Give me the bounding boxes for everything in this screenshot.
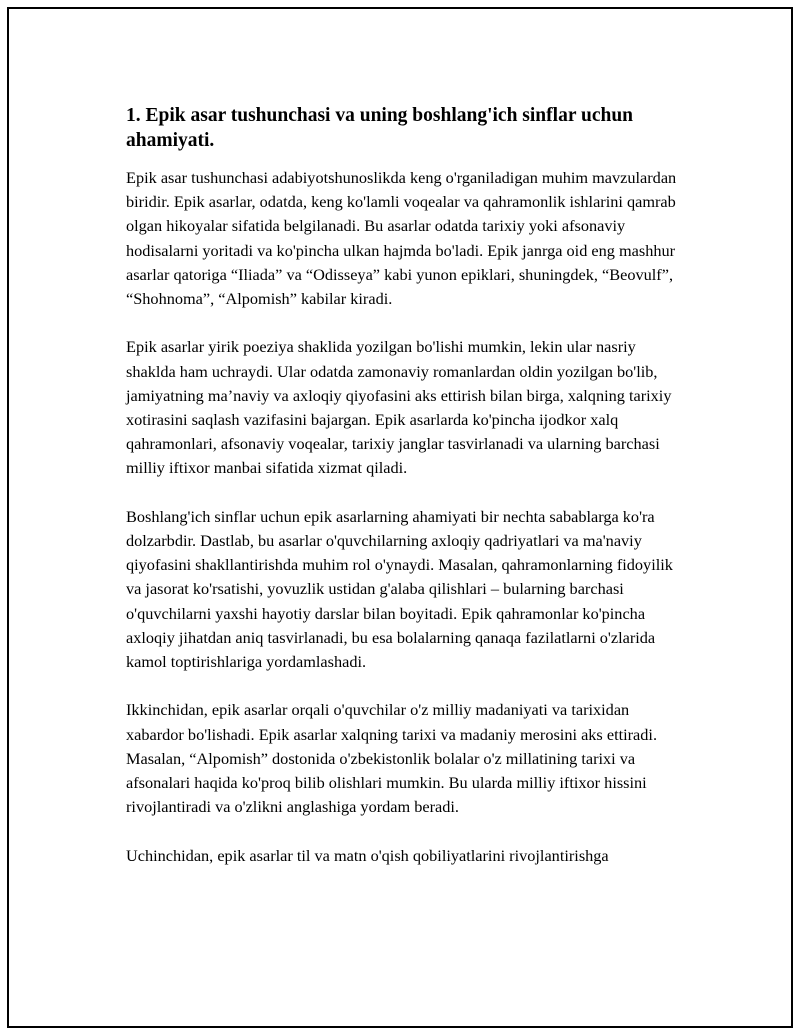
paragraph-national-culture: Ikkinchidan, epik asarlar orqali o'quvchilar o'z milliy madaniyati va tarixidan xabardor bo'lishadi. Epik asarlar xalqning tarixi va madaniy merosini aks ettiradi. Masalan, “Alpomish” dostonida o'zbekistonlik bolalar o'z millatining tarixi va afsonalari haqida ko'proq bilib olishlari mumkin. Bu ularda milliy iftixor hissini rivojlantiradi va o'zlikni anglashiga yordam beradi. (126, 700, 658, 817)
paragraph-language-skills: Uchinchidan, epik asarlar til va matn o'qish qobiliyatlarini rivojlantirishga (126, 845, 609, 865)
document-content (126, 103, 686, 892)
paragraph-primary-school-importance: Boshlang'ich sinflar uchun epik asarlarning ahamiyati bir nechta sabablarga ko'ra dolzarbdir. Dastlab, bu asarlar o'quvchilarning axloqiy qadriyatlari va ma'naviy qiyofasini shakllantirishda muhim rol o'ynaydi. Masalan, qahramonlarning fidoyilik va jasorat ko'rsatishi, yovuzlik ustidan g'alaba qilishlari – bularning barchasi o'quvchilarni yaxshi hayotiy darslar bilan boyitadi. Epik qahramonlar ko'pincha axloqiy jihatdan aniq tasvirlanadi, bu esa bolalarning qanaqa fazilatlarni o'zlarida kamol toptirishlariga yordamlashadi. (126, 506, 673, 672)
paragraph-epic-forms: Epik asarlar yirik poeziya shaklida yozilgan bo'lishi mumkin, lekin ular nasriy shaklda ham uchraydi. Ular odatda zamonaviy romanlardan oldin yozilgan bo'lib, jamiyatning ma’naviy va axloqiy qiyofasini aks ettirish bilan birga, xalqning tarixiy xotirasini saqlash vazifasini bajargan. Epik asarlarda ko'pincha ijodkor xalq qahramonlari, afsonaviy voqealar, tarixiy janglar tasvirlanadi va ularning barchasi milliy iftixor manbai sifatida xizmat qiladi. (126, 337, 672, 478)
document-page (7, 7, 793, 1028)
section-heading: 1. Epik asar tushunchasi va uning boshlang'ich sinflar uchun ahamiyati. (126, 105, 634, 151)
paragraph-epic-concept: Epik asar tushunchasi adabiyotshunoslikda keng o'rganiladigan muhim mavzulardan biridir. Epik asarlar, odatda, keng ko'lamli voqealar va qahramonlik ishlarini qamrab olgan hikoyalar sifatida belgilanadi. Bu asarlar odatda tarixiy yoki afsonaviy hodisalarni yoritadi va ko'pincha ulkan hajmda bo'ladi. Epik janrga oid eng mashhur asarlar qatoriga “Iliada” va “Odisseya” kabi yunon epiklari, shuningdek, “Beovulf”, “Shohnoma”, “Alpomish” kabilar kiradi. (126, 168, 677, 309)
